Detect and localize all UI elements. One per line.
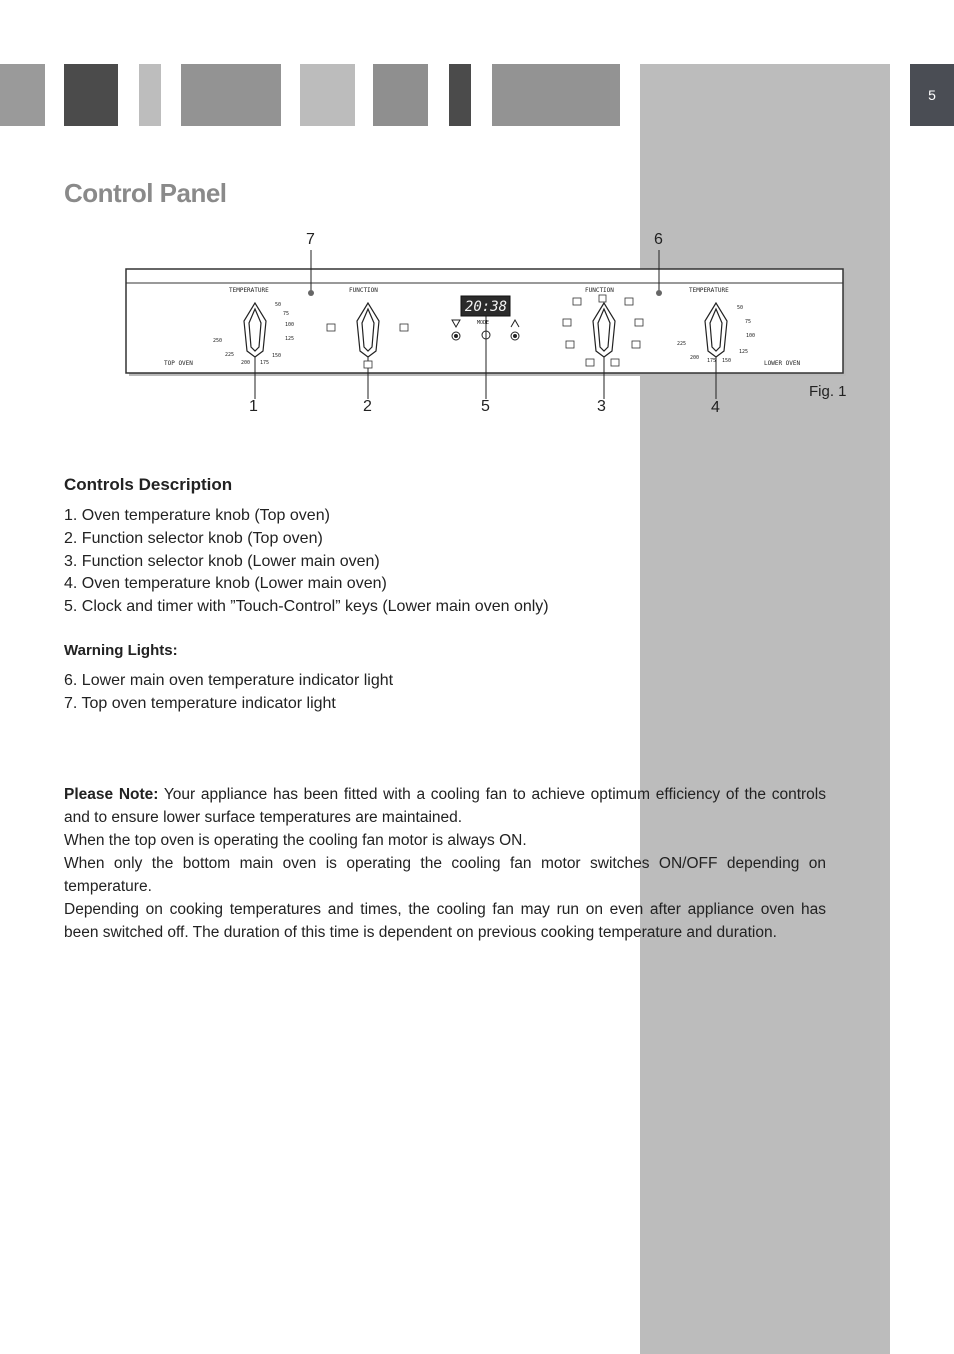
- controls-heading: Controls Description: [64, 475, 233, 494]
- left-scale-4: 150: [272, 353, 282, 359]
- header-block: [181, 64, 281, 126]
- right-function-label: FUNCTION: [585, 287, 614, 294]
- lower-function-icon-8: [586, 359, 594, 366]
- list-item: 4. Oven temperature knob (Lower main oven): [64, 575, 387, 593]
- right-scale-7: 225: [677, 341, 687, 347]
- top-function-icon-left: [327, 324, 335, 331]
- callout-6: 6: [654, 231, 663, 248]
- left-scale-2: 100: [285, 322, 295, 328]
- left-temp-label: TEMPERATURE: [229, 287, 269, 294]
- left-scale-7: 225: [225, 352, 235, 358]
- right-scale-3: 125: [739, 349, 749, 355]
- header-block: [492, 64, 620, 126]
- note-p1: Your appliance has been fitted with a cooling fan to achieve optimum efficiency of the controls and to ensure lower surface temperatures are maintained.: [64, 786, 826, 826]
- lower-function-icon-6: [566, 341, 574, 348]
- list-item: 6. Lower main oven temperature indicator light: [64, 672, 394, 689]
- header-block: [373, 64, 428, 126]
- lower-function-icon-2: [599, 295, 606, 302]
- left-scale-5: 175: [260, 360, 270, 366]
- left-scale-6: 200: [241, 360, 251, 366]
- top-oven-label: TOP OVEN: [164, 360, 193, 367]
- warning-heading: Warning Lights:: [64, 642, 178, 659]
- callout-3: 3: [597, 398, 606, 415]
- lower-oven-label: LOWER OVEN: [764, 360, 801, 367]
- list-item: 3. Function selector knob (Lower main oven): [64, 552, 380, 570]
- callout-5: 5: [481, 398, 490, 415]
- left-scale-0: 50: [275, 302, 282, 308]
- right-scale-2: 100: [746, 333, 756, 339]
- callout-1: 1: [249, 398, 258, 415]
- mode-label: MODE: [477, 320, 490, 326]
- warning-list: [64, 670, 664, 716]
- lower-function-icon-7: [632, 341, 640, 348]
- note-lead: Please Note:: [64, 786, 159, 803]
- callout-7: 7: [306, 231, 315, 248]
- left-scale-1: 75: [283, 311, 290, 317]
- lower-function-icon-3: [625, 298, 633, 305]
- figure-label: Fig. 1: [809, 383, 847, 400]
- header-block: [0, 64, 45, 126]
- top-function-icon-bottom: [364, 361, 372, 368]
- note-p4: Depending on cooking temperatures and times, the cooling fan may run on even after appliance oven has been switched off. The duration of this time is dependent on previous cooking temperature and duration.: [64, 901, 826, 941]
- lower-function-icon-4: [563, 319, 571, 326]
- please-note: [64, 783, 826, 944]
- list-item: 5. Clock and timer with ”Touch-Control” keys (Lower main oven only): [64, 598, 549, 616]
- page-title: Control Panel: [64, 178, 227, 208]
- lower-function-icon-1: [573, 298, 581, 305]
- top-oven-indicator-light: [308, 290, 314, 296]
- left-scale-8: 250: [213, 338, 223, 344]
- left-scale-3: 125: [285, 336, 295, 342]
- clock-time: 20:38: [464, 299, 508, 315]
- list-item: 2. Function selector knob (Top oven): [64, 529, 323, 547]
- controls-list: [64, 505, 664, 619]
- lower-oven-indicator-light: [656, 290, 662, 296]
- right-scale-1: 75: [745, 319, 752, 325]
- callout-2: 2: [363, 398, 372, 415]
- right-scale-4: 150: [722, 358, 732, 364]
- right-scale-6: 200: [690, 355, 700, 361]
- note-p2: When the top oven is operating the cooling fan motor is always ON.: [64, 832, 527, 849]
- lower-function-icon-5: [635, 319, 643, 326]
- page-number: 5: [910, 64, 954, 126]
- note-p3: When only the bottom main oven is operating the cooling fan motor switches ON/OFF depending on temperature.: [64, 855, 826, 895]
- top-function-icon-right: [400, 324, 408, 331]
- list-item: 7. Top oven temperature indicator light: [64, 694, 336, 712]
- list-item: 1. Oven temperature knob (Top oven): [64, 507, 330, 524]
- right-temp-label: TEMPERATURE: [689, 287, 729, 294]
- left-function-label: FUNCTION: [349, 287, 378, 294]
- right-scale-0: 50: [737, 305, 744, 311]
- header-block: [139, 64, 161, 126]
- lower-function-icon-9: [611, 359, 619, 366]
- header-block: [300, 64, 355, 126]
- callout-4: 4: [711, 399, 720, 416]
- right-scale-5: 175: [707, 358, 717, 364]
- header-block: [64, 64, 118, 126]
- header-block: [449, 64, 471, 126]
